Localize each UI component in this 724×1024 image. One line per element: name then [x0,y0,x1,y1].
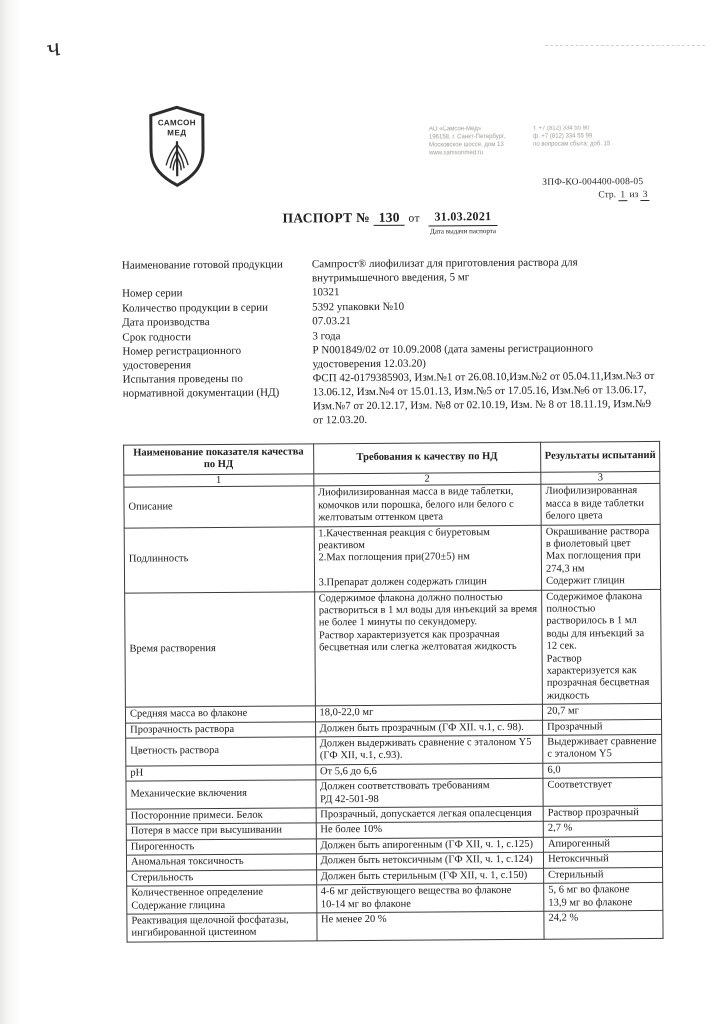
requirement-cell: Прозрачный, допускается легкая опалесценция [316,806,544,823]
logo-tree-icon [166,141,188,176]
result-cell: 6,0 [543,762,662,778]
indicator-name-cell: Время растворения [125,591,315,707]
issue-date-block [428,209,497,235]
table-row [126,734,662,766]
result-cell: Содержимое флакона полностью растворилось в 1 мл воды для инъекций за 12 сек. Раствор характеризуется как прозрачная бесцветная жидкость [542,589,662,704]
header-requirement: Требования к качеству по НД [313,442,541,473]
result-cell: Выдерживает сравнение с эталоном Y5 [543,734,662,763]
page-prefix: Стр. [598,190,617,201]
column-number-1: 1 [124,474,314,488]
field-value: 10321 [311,286,340,299]
indicator-name-cell: Подлинность [124,526,314,592]
indicator-name-cell: Описание [124,486,314,528]
issue-date-caption: Дата выдачи паспорта [430,227,497,236]
table-row [127,910,663,942]
title-label: ПАСПОРТ № [282,209,371,226]
requirement-cell: Должен быть прозрачным (ГФ XII. ч.1, с. 98). [315,720,543,737]
result-cell: Стерильный [544,867,663,883]
indicator-name-cell: Механические включения [126,780,316,809]
result-cell: Апирогенный [543,836,662,852]
table-row [126,778,662,810]
field-label: Номер регистрационного удостоверения [122,345,242,372]
field-row [123,370,660,429]
table-row [127,883,663,915]
indicator-name-cell: Стерильность [127,870,317,887]
result-cell: Соответствует [543,778,662,807]
table-body [124,484,663,942]
field-value: Сампрост® лиофилизат для приготовления раствора для внутримышечного введения, 5 мг [311,256,578,285]
title-from: от [408,212,420,225]
field-label: Количество продукции в серии [122,301,268,315]
result-cell: Раствор прозрачный [543,805,662,821]
document-title [121,208,658,238]
company-phones: т. +7 (812) 334 55 90 ф. +7 (812) 334 55 99 по вопросам сбыта: доб. 15 [533,125,611,148]
result-cell: Нетоксичный [544,852,663,868]
samson-med-logo-icon [147,104,208,188]
requirement-cell: 4-6 мг действующего вещества во флаконе 10-14 мг во флаконе [316,883,544,912]
field-value: 07.03.21 [312,315,351,328]
field-value: 5392 упаковки №10 [312,300,405,314]
field-row [122,256,659,287]
requirement-cell: Должен быть нетоксичным (ГФ XII, ч. 1, с.124) [316,853,544,870]
company-contact-block [429,124,681,158]
requirement-cell: Должен выдерживать сравнение с эталоном Y5 (ГФ XII, ч.1, с.93). [315,735,543,764]
indicator-name-cell: Средняя масса во флаконе [125,706,315,723]
result-cell: 20,7 мг [542,704,661,720]
header-indicator: Наименование показателя качества по НД [124,444,314,475]
passport-number: 130 [374,210,405,226]
indicator-name-cell: рН [126,765,316,782]
result-cell: 5, 6 мг во флаконе 13,9 мг во флаконе [544,883,663,912]
page-total: 3 [641,190,650,201]
indicator-name-cell: Реактивация щелочной фосфатазы, ингибированной цистеином [127,913,317,942]
logo-text-line1: САМСОН [157,118,196,128]
requirement-cell: Должен соответствовать требованиям РД 42-501-98 [316,779,544,808]
field-row [122,342,659,373]
indicator-name-cell: Прозрачность раствора [126,721,316,738]
indicator-name-cell: Аномальная токсичность [126,854,316,871]
field-label: Дата производства [122,316,210,329]
document-code: ЗПФ-КО-004400-008-05 [542,177,644,188]
table-header-row [124,441,660,475]
indicator-name-cell: Количественное определение Содержание глицина [127,885,317,914]
table-row [124,484,660,528]
page-current: 1 [618,190,627,201]
field-value: ФСП 42-0179385903, Изм.№1 от 26.08.10,Изм.№2 от 05.04.11,Изм.№3 от 13.06.12, Изм.№4 от 15.01.13, Изм.№5 от 17.05.16, Изм.№6 от 13.06.17, Изм.№7 от 20.12.17, Изм. №8 от 02.10.19, Изм. № 8 от 18.11.19, Изм.№9 от 12.03.20. [312,370,655,426]
indicator-name-cell: Посторонние примеси. Белок [126,808,316,825]
quality-table [123,441,663,942]
table-row [125,589,662,707]
column-number-2: 2 [313,472,541,486]
indicator-name-cell: Цветность раствора [126,737,316,766]
company-address: АО «Самсон-Мед» 196158, г. Санкт-Петербург, Московское шоссе, дом 13 www.samsonmed.ru [428,126,506,157]
requirement-cell: 18,0-22,0 мг [315,704,543,721]
result-cell: Окрашивание раствора в фиолетовый цвет Мах поглощения при 274,3 нм Содержит глицин [541,524,660,590]
requirement-cell: Не менее 20 % [316,911,544,940]
table-row [124,524,660,593]
field-value: Р N001849/02 от 10.09.2008 (дата замены регистрационного удостоверения 12.03.20) [312,342,594,371]
field-label: Срок годности [122,330,192,344]
result-cell: 2,7 % [543,821,662,837]
requirement-cell: Не более 10% [316,822,544,839]
header-result: Результаты испытаний [541,441,660,472]
field-value: 3 года [312,329,341,343]
column-number-3: 3 [541,471,660,484]
requirement-cell: Должен быть стерильным (ГФ XII, ч. 1, с.150) [316,868,544,885]
requirement-cell: 1.Качественная реакция с биуретовым реактивом 2.Мах поглощения при(270±5) нм 3.Препарат должен содержать глицин [314,525,542,592]
result-cell: Лиофилизированная масса в виде таблетки белого цвета [541,484,660,525]
page-number [598,190,649,200]
requirement-cell: От 5,6 до 6,6 [315,763,543,780]
handwritten-mark: ч [43,34,64,64]
logo-text-line2: МЕД [167,128,187,138]
indicator-name-cell: Потеря в массе при высушивании [126,823,316,840]
issue-date: 31.03.2021 [428,209,497,226]
field-label: Наименование готовой продукции [121,258,283,272]
fields [122,256,660,430]
field-label: Номер серии [122,287,183,300]
requirement-cell: Лиофилизированная масса в виде таблетки, комочков или порошка, белого или белого с желтоватым оттенком цвета [313,485,541,527]
result-cell: Прозрачный [543,719,662,735]
result-cell: 24,2 % [544,910,663,939]
page-sep: из [629,190,639,201]
requirement-cell: Содержимое флакона должно полностью раствориться в 1 мл воды для инъекций за время не более 1 минуты по секундомеру. Раствор характеризуется как прозрачная бесцветная или слегка желтоватая жидкость [314,590,542,706]
field-label: Испытания проведены по нормативной документации (НД) [122,373,280,400]
requirement-cell: Должен быть апирогенным (ГФ XII, ч. 1, с.125) [316,837,544,854]
indicator-name-cell: Пирогенность [126,839,316,856]
